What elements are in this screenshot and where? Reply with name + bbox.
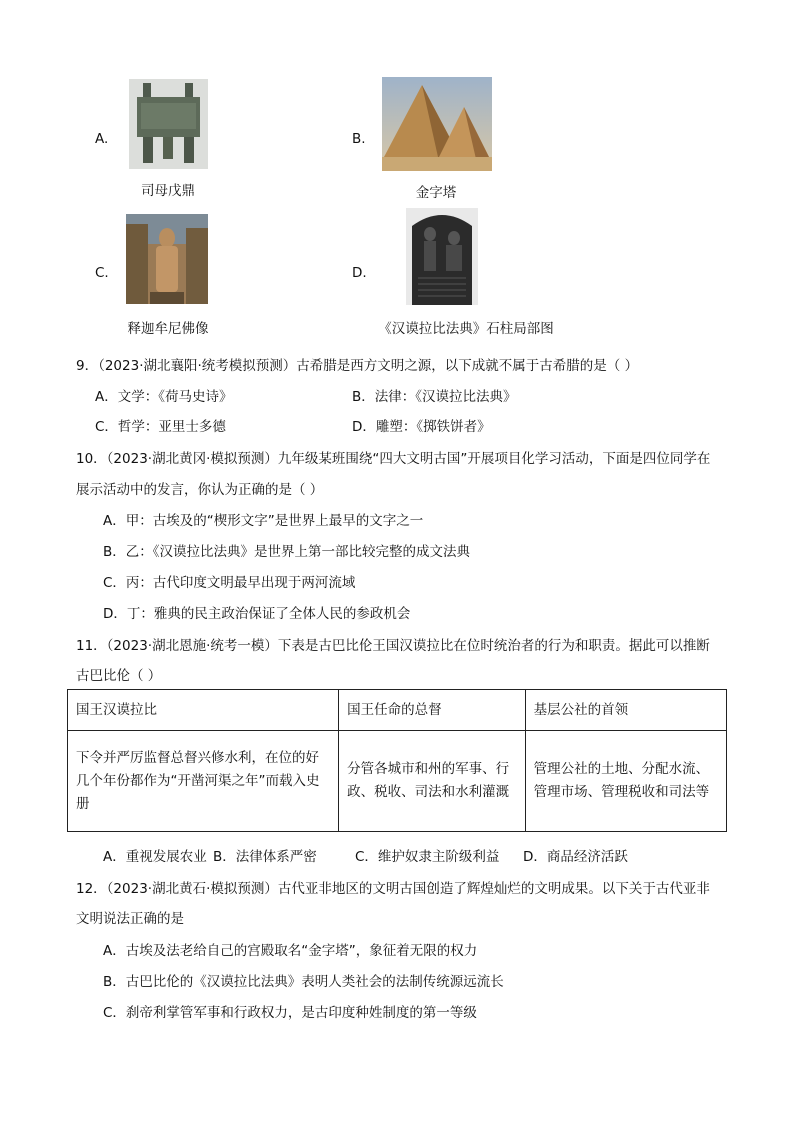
question-11-option-d: D．商品经济活跃 xyxy=(523,849,628,865)
question-12-stem-line-1: 12．（2023·湖北黄石·模拟预测）古代亚非地区的文明古国创造了辉煌灿烂的文明成果。以下关于古代亚非 xyxy=(76,881,710,897)
table-header-cell: 国王任命的总督 xyxy=(339,690,525,731)
buddha-statue-image xyxy=(126,214,208,304)
table-cell: 分管各城市和州的军事、行政、税收、司法和水利灌溉 xyxy=(339,731,525,832)
option-c-caption: 释迦牟尼佛像 xyxy=(127,321,209,337)
table-cell: 下令并严厉监督总督兴修水利，在位的好几个年份都作为“开凿河渠之年”而载入史册 xyxy=(68,731,339,832)
table-header-cell: 国王汉谟拉比 xyxy=(68,690,339,731)
question-11-stem-line-1: 11．（2023·湖北恩施·统考一模）下表是古巴比伦王国汉谟拉比在位时统治者的行为和职责。据此可以推断 xyxy=(76,638,710,654)
question-9-option-c: C．哲学：亚里士多德 xyxy=(95,419,226,435)
hammurabi-stele-image xyxy=(406,208,478,305)
pyramid-image xyxy=(382,77,492,171)
option-b-caption: 金字塔 xyxy=(415,185,457,201)
question-10-option-d: D．丁：雅典的民主政治保证了全体人民的参政机会 xyxy=(103,606,411,622)
option-d-label: D. xyxy=(352,265,367,281)
question-9-stem: 9．（2023·湖北襄阳·统考模拟预测）古希腊是西方文明之源，以下成就不属于古希腊的是（ ） xyxy=(76,358,639,374)
question-12-stem-line-2: 文明说法正确的是 xyxy=(76,911,184,927)
table-cell: 管理公社的土地、分配水流、管理市场、管理税收和司法等 xyxy=(525,731,726,832)
question-10-option-c: C．丙：古代印度文明最早出现于两河流域 xyxy=(103,575,356,591)
question-11-option-a: A．重视发展农业 xyxy=(103,849,207,865)
question-9-option-d: D．雕塑：《掷铁饼者》 xyxy=(352,419,491,435)
question-9-option-a: A．文学：《荷马史诗》 xyxy=(95,389,233,405)
question-10-option-a: A．甲：古埃及的“楔形文字”是世界上最早的文字之一 xyxy=(103,513,424,529)
hammurabi-duties-table xyxy=(67,689,727,832)
table-row xyxy=(68,731,727,832)
question-10-stem-line-1: 10．（2023·湖北黄冈·模拟预测）九年级某班围绕“四大文明古国”开展项目化学习活动，下面是四位同学在 xyxy=(76,451,711,467)
option-b-label: B. xyxy=(352,131,366,147)
table-header-cell: 基层公社的首领 xyxy=(525,690,726,731)
option-a-label: A. xyxy=(95,131,109,147)
option-a-caption: 司母戊鼎 xyxy=(141,183,195,199)
question-10-stem-line-2: 展示活动中的发言，你认为正确的是（ ） xyxy=(76,482,324,498)
question-12-option-b: B．古巴比伦的《汉谟拉比法典》表明人类社会的法制传统源远流长 xyxy=(103,974,504,990)
table-header-row xyxy=(68,690,727,731)
question-12-option-c: C．刹帝利掌管军事和行政权力，是古印度种姓制度的第一等级 xyxy=(103,1005,477,1021)
question-12-option-a: A．古埃及法老给自己的宫殿取名“金字塔”，象征着无限的权力 xyxy=(103,943,478,959)
question-11-stem-line-2: 古巴比伦（ ） xyxy=(76,668,162,684)
question-11-option-c: C．维护奴隶主阶级利益 xyxy=(355,849,500,865)
question-11-option-b: B．法律体系严密 xyxy=(213,849,317,865)
option-d-caption: 《汉谟拉比法典》石柱局部图 xyxy=(378,321,554,337)
option-c-label: C. xyxy=(95,265,109,281)
question-9-option-b: B．法律：《汉谟拉比法典》 xyxy=(352,389,517,405)
question-10-option-b: B．乙：《汉谟拉比法典》是世界上第一部比较完整的成文法典 xyxy=(103,544,471,560)
bronze-ding-image xyxy=(129,79,208,169)
